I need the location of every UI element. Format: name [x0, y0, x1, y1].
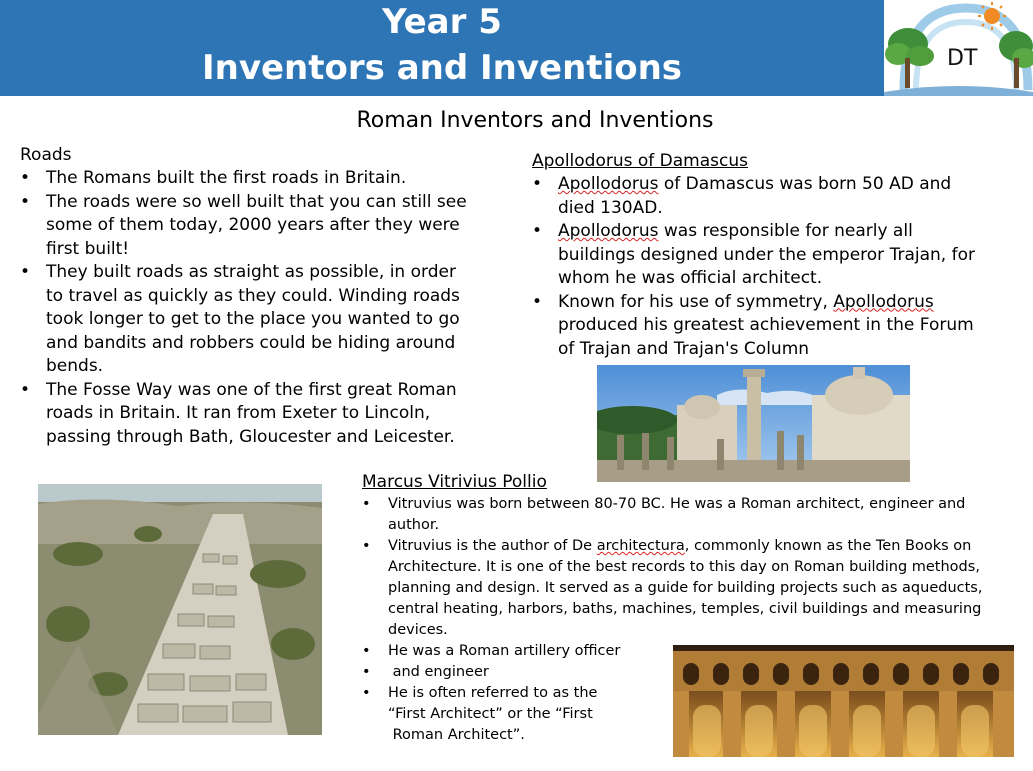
bullet-text: was responsible for nearly all buildings designed under the emperor Trajan, for whom he was official architect.: [558, 221, 975, 288]
list-item: • and engineer: [362, 662, 1007, 683]
bullet-text: , commonly known as the Ten Books on Architecture. It is one of the best records to this day on Roman building methods, planning and design. It served as a guide for building projects such as aqueducts, central heating, harbors, baths, machines, temples, civil buildings and measuring devices.: [388, 538, 983, 638]
dt-logo: [884, 0, 1033, 96]
trajan-forum-photo: [597, 365, 910, 482]
bullet-text: of Damascus was born 50 AD and died 130AD.: [558, 174, 952, 218]
bullet-line: • He is often referred to as the: [388, 685, 598, 701]
bullet-text: produced his greatest achievement in the Forum of Trajan and Trajan's Column: [558, 315, 974, 359]
aqueduct-photo: [673, 645, 1014, 757]
apollodorus-name: Apollodorus: [558, 174, 659, 194]
list-item: • He was a Roman artillery officer: [362, 641, 1007, 662]
list-item: [532, 173, 982, 220]
apollodorus-name: Apollodorus: [833, 291, 934, 312]
list-item: [362, 536, 1007, 641]
page-subtitle: Roman Inventors and Inventions: [356, 108, 714, 133]
vitruvius-heading: Marcus Vitrivius Pollio: [362, 472, 547, 492]
list-item: [532, 220, 982, 291]
list-item: • The Romans built the first roads in Britain.: [20, 167, 470, 191]
bullet-text: Known for his use of symmetry,: [558, 291, 834, 312]
bullet-line: Roman Architect”.: [388, 727, 525, 743]
apollodorus-list: [532, 173, 982, 361]
logo-label: DT: [947, 46, 978, 71]
roads-list: [20, 167, 470, 449]
list-item: [532, 291, 982, 362]
title-topic: Inventors and Inventions: [201, 48, 683, 88]
roads-heading: Roads: [20, 145, 72, 165]
bullet-text: Vitruvius is the author of De: [388, 538, 597, 554]
title-banner: [0, 0, 884, 96]
list-item: • Vitruvius was born between 80-70 BC. He was a Roman architect, engineer and author.: [362, 494, 1007, 536]
architectura-word: architectura: [596, 538, 685, 554]
roman-road-photo: [38, 484, 322, 735]
list-item: • The roads were so well built that you can still see some of them today, 2000 years after they were first built!: [20, 191, 470, 262]
title-year: Year 5: [382, 2, 502, 42]
list-item: • They built roads as straight as possible, in order to travel as quickly as they could. Winding roads took longer to get to the place you wanted to go and bandits and robbers could be hiding around bends.: [20, 261, 470, 379]
list-item: • The Fosse Way was one of the first great Roman roads in Britain. It ran from Exeter to Lincoln, passing through Bath, Gloucester and Leicester.: [20, 379, 470, 450]
apollodorus-heading: Apollodorus of Damascus: [532, 151, 748, 171]
apollodorus-name: Apollodorus: [558, 221, 659, 241]
bullet-line: “First Architect” or the “First: [388, 706, 593, 722]
